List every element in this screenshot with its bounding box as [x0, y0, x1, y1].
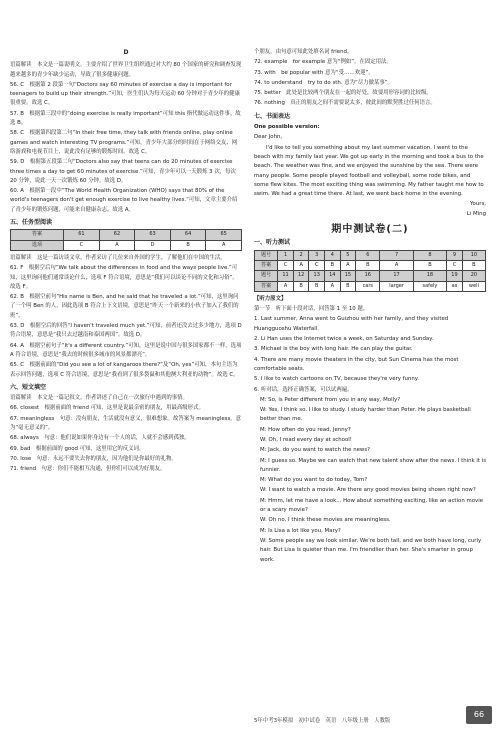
paragraph: 1. Last summer, Anna went to Guizhou with her family, and they visited Huangguoshu Waterfall. [254, 316, 449, 332]
paragraph: 74. to understand try to do sth. 意为“尽力做某事”。 [254, 79, 393, 86]
table-cell: A [325, 281, 341, 291]
paragraph: 73. with be popular with 意为“受……欢迎”。 [254, 69, 374, 76]
table-cell: 64 [170, 230, 206, 240]
table-cell: B [413, 260, 447, 270]
left-column [10, 48, 242, 475]
table-cell: 2 [293, 250, 309, 260]
table-cell: B [356, 260, 380, 270]
table-cell: 11 [278, 271, 294, 281]
table-cell: 16 [356, 271, 380, 281]
table-cell: 14 [325, 271, 341, 281]
paragraph: 2. Li Han uses the Internet twice a week, on Saturday and Sunday. [254, 336, 434, 343]
table-cell: 1 [278, 250, 294, 260]
table-cell: 6 [356, 250, 380, 260]
table-cell: B [293, 281, 309, 291]
section-heading: 五、任务型阅读 [10, 219, 53, 227]
dialog-line: M: I guess so. Maybe we can watch that new talent show after the news. I think it is funnier. [260, 457, 487, 473]
table-row [255, 260, 486, 270]
exam-title: 期中测试卷(二) [331, 224, 409, 236]
paragraph: 68. always 句意：他们说如果你身边有一个人的话，人就不会感到孤独。 [10, 435, 190, 442]
table-cell: B [340, 281, 356, 291]
dialog-line: M: Jack, do you want to watch the news? [260, 447, 371, 454]
table-cell: 3 [309, 250, 325, 260]
dialog-line: M: What do you want to do today, Tom? [260, 477, 368, 484]
dialog-line: M: How often do you read, Jenny? [260, 426, 351, 433]
paragraph: 67. meaningless 句意：没有朋友，生活就没有意义，很难想象。故答案为 meaningless。意为“毫无意义的”。 [10, 415, 242, 431]
table-cell: A [206, 240, 242, 250]
table-cell: C [278, 260, 294, 270]
table-cell: 18 [413, 271, 447, 281]
paragraph: 58. C 根据第四段第二句“In their free time, they talk with friends online, play online games and watch interesting TV programs.”可知，青少年大部分的时间在于网络交友、网络游戏和电视节目上，说此没有足够的锻炼时间。故选 C。 [10, 130, 238, 155]
table-cell: D [135, 240, 171, 250]
table-cell: A [340, 260, 356, 270]
table-cell: 19 [447, 271, 463, 281]
letter-closing: Yours, [469, 201, 486, 208]
paragraph: 64. A 根据空前句子“It's a different country.”可知，这里是说中国与很多国家都不一样，选项 A 符合语境，意思是“我去的时候很多城市的风景都漂亮”。 [10, 342, 242, 358]
dialog-line: W: Yes, I think so. I like to study. I study harder than Peter. He plays basketball better than me. [260, 407, 471, 423]
table-cell: 8 [413, 250, 447, 260]
table-cell: 62 [99, 230, 135, 240]
table-cell: 4 [325, 250, 341, 260]
paragraph: 第一节 听下面十段对话，回答第 1 至 10 题。 [254, 306, 369, 313]
table-cell: B [462, 260, 485, 270]
section-heading: 一、听力测试 [254, 239, 291, 247]
paragraph: 62. B 根据空前句“His name is Ben, and he said that he traveled a lot.”可知，这里询问了一个叫 Ben 的人，因此选项 B 符合上下文语境，意思是“昨天一个新来的小伙子加入了我们的班”。 [10, 294, 239, 319]
dialog-line: M: Hmm, let me have a look... How about something exciting, like an action movie or a scary movie? [260, 497, 484, 514]
listening-script-heading: 【听力原文】 [254, 295, 287, 302]
paragraph: 69. bad 根据前面的 good 可知，这里用它的反义词。 [10, 445, 145, 452]
table-cell: C [64, 240, 100, 250]
section-heading: 六、短文填空 [10, 383, 47, 391]
dialog-line: W: Oh, I read every day at school! [260, 436, 352, 443]
table-cell: 答案 [255, 260, 278, 270]
paragraph: 71. friend 句意：你们不能相互沟通，但你们可以成为好朋友。 [10, 466, 166, 473]
page-footer: 5年中考3年模拟 初中试卷 英语 八年级上册 人教版 [254, 718, 391, 724]
table-row [11, 230, 242, 240]
paragraph: 76. nothing 真正的朋友之间不需要说太多，彼此间的默契胜过任何语言。 [254, 100, 436, 107]
table-cell: B [325, 260, 341, 270]
table-cell: 20 [462, 271, 485, 281]
table-row [255, 281, 486, 291]
page-number: 66 [466, 706, 492, 724]
table-cell: cars [356, 281, 380, 291]
paragraph: 4. There are many movie theaters in the city, but Sun Cinema has the most comfortable seats. [254, 356, 459, 372]
paragraph: 语篇解读 本文是一篇说明文。主要介绍了世界卫生组织通过对大约 80 个国家的研究和调查发现越来越多的青少年缺少运动，导致了很多健康问题。 [10, 62, 242, 78]
table-cell: 13 [309, 271, 325, 281]
dialog-line: M: So, is Peter different from you in any way, Molly? [260, 396, 401, 403]
table-row [11, 240, 242, 250]
table-cell: B [309, 281, 325, 291]
paragraph: 65. C 根据前面的“Did you see a lot of kangaroos there?”及“Oh, yes”可知，本句主语为表示回答问题，选项 C 符合语境，意思是“我看到了很多袋鼠和其他澳大利亚的动物”。故选 C。 [10, 362, 239, 378]
letter-greeting: Dear John, [254, 134, 283, 141]
paragraph: 56. C 根据第 2 段第一句“Doctors say 60 minutes of exercise a day is important for teenagers to build up their strength.”可知，医生们认为每天运动 60 分钟对于青少年的健康很重要。故选 C。 [10, 81, 240, 107]
paragraph: 6. 听对话，选择正确答案，可以试两遍。 [254, 386, 353, 393]
letter-signature: Li Ming [466, 210, 486, 217]
right-column [254, 48, 486, 566]
table-cell: safely [413, 281, 447, 291]
table-cell: 选项 [11, 240, 64, 250]
paragraph: 61. F 根据空后句“We talk about the differences in food and the ways people live.”可知，这里询问他们通常谈论什么，选项 F 符合语境，意思是“我们可以谈论不同的文化和习俗”。故选 F。 [10, 265, 238, 290]
table-cell: 题号 [255, 250, 278, 260]
table-cell: 答案 [11, 230, 64, 240]
table-cell: A [380, 260, 413, 270]
paragraph: 语篇解读 本文是一篇记叙文。作者讲述了自己在一次旅行中遇到的事情。 [10, 395, 188, 402]
paragraph: 语篇解读 这是一篇访谈文章，作者采访了几位来自外国的学生，了解他们在中国的生活。 [10, 254, 226, 261]
dialog-line: W: Oh no, I think these movies are meaningless. [260, 517, 391, 524]
table-row [255, 250, 486, 260]
table-row [255, 271, 486, 281]
table-cell: larger [380, 281, 413, 291]
paragraph: 63. D 根据空后的回答“I haven't traveled much yet.”可知，前者还没去过多少地方，选项 D 符合语境，意思是“我只去过越南和泰国两国”。故选 D。 [10, 323, 242, 339]
section-d-label: D [123, 49, 129, 56]
paragraph: 60. A 根据第一段中“The World Health Organization (WHO) says that 80% of the world's teenagers don't get enough exercise to live healthy lives.”可知，文章主要介绍了青少年的锻炼问题，可能来自健康杂志。故选 A。 [10, 188, 238, 213]
paragraph: 66. closest 根据前面的 friend 可知，这里是说最亲密的朋友，用最高级形式。 [10, 405, 204, 412]
paragraph: 59. D 根据第五段第二句“Doctors also say that teens can do 20 minutes of exercise three times a day to get 60 minutes of exercise.”可知，青少年可以一天锻炼 3 次，每次 20 分钟，说此一天一次锻炼 60 分钟。故选 D。 [10, 159, 236, 184]
section-heading: 七、书面表达 [254, 112, 291, 120]
table-cell: 12 [293, 271, 309, 281]
table-cell: C [447, 260, 463, 270]
paragraph: 57. B 根据第三段中的“doing exercise is really important”可知 this 指代做运动这件事。故选 B。 [10, 110, 241, 127]
paragraph: 70. lose 句意：永远不要失去你的朋友，因为他们是你最好的礼物。 [10, 455, 177, 462]
paragraph: 75. better 此处是比较两个朋友在一起的好处，故要用形容词的比较级。 [254, 90, 432, 97]
paragraph: 个朋友，由句意可知此处填名词 friend。 [254, 49, 353, 55]
table-cell: 答案 [255, 281, 278, 291]
dialog-line: W: Some people say we look similar. We're both tall, and we both have long, curly hair. But Lisa is quieter than me. I'm friendlier than her. She's smarter in group work. [260, 537, 482, 563]
table-cell: 17 [380, 271, 413, 281]
table-cell: C [309, 260, 325, 270]
table-cell: 9 [447, 250, 463, 260]
table-cell: 7 [380, 250, 413, 260]
paragraph: 72. example for example 意为“例如”，在固定用法。 [254, 59, 392, 66]
table-cell: well [462, 281, 485, 291]
table-cell: A [278, 281, 294, 291]
letter-body: I'd like to tell you something about my last summer vacation. I went to the beach with my family last year. We got up early in the morning and took a bus to the beach. The weather was fine, and we enjoyed the sunshine by the sea. There were many people. Some people played football and volleyball, some rode bikes, and some flew kites. The most exciting thing was swimming. My father taught me how to swim. We had a great time there. At last, we went back home in the evening. [254, 144, 484, 198]
answer-table [10, 229, 242, 251]
table-cell: 65 [206, 230, 242, 240]
version-label: One possible version: [254, 124, 320, 131]
table-cell: A [293, 260, 309, 270]
table-cell: A [99, 240, 135, 250]
table-cell: 10 [462, 250, 485, 260]
table-cell: as [447, 281, 463, 291]
table-cell: 63 [135, 230, 171, 240]
paragraph: 3. Michael is the boy with long hair. He can play the guitar. [254, 346, 413, 353]
paragraph: 5. I like to watch cartoons on TV, because they're very funny. [254, 376, 419, 383]
dialog-line: M: Is Lisa a lot like you, Mary? [260, 527, 341, 534]
dialog-line: W: I want to watch a movie. Are there any good movies being shown right now? [260, 487, 476, 494]
table-cell: 题号 [255, 271, 278, 281]
table-cell: B [170, 240, 206, 250]
table-cell: 5 [340, 250, 356, 260]
listening-answer-table [254, 250, 486, 292]
table-cell: 61 [64, 230, 100, 240]
table-cell: 15 [340, 271, 356, 281]
